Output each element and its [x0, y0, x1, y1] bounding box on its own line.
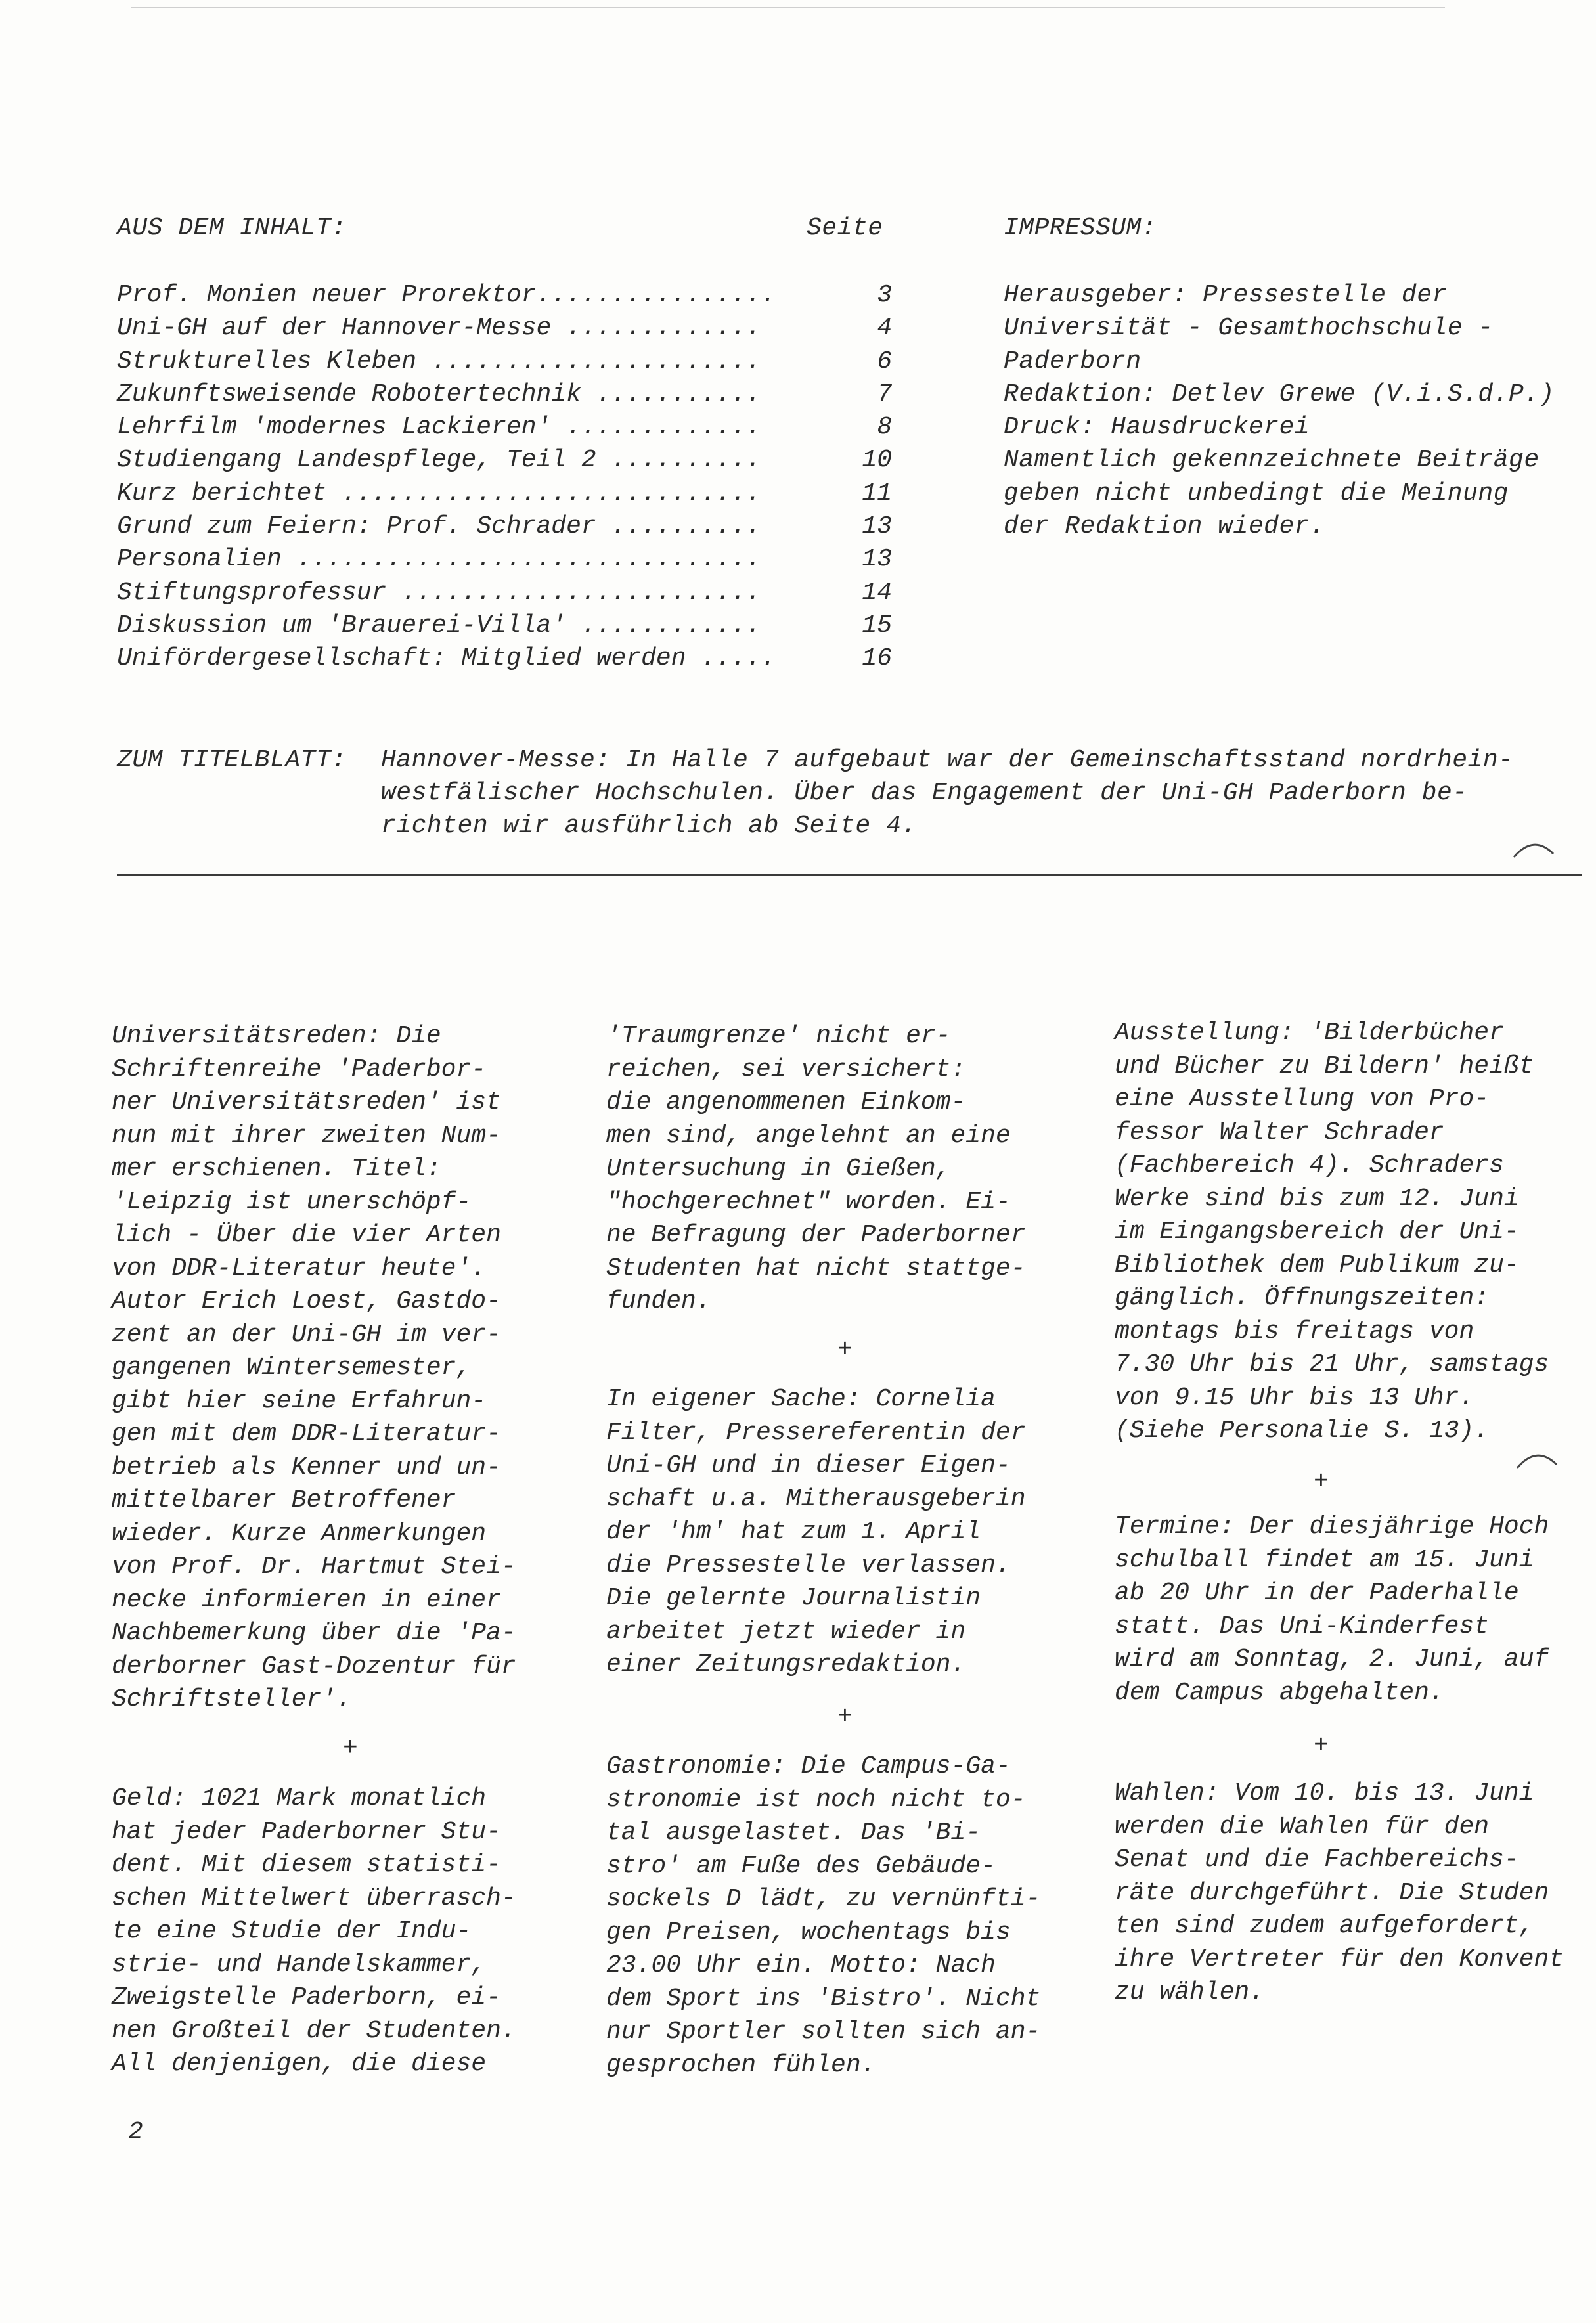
article-gastronomie: Gastronomie: Die Campus-Ga- stronomie ist noch nicht to- tal ausgelastet. Das 'Bi- stro' am Fuße des Gebäude- sockels D lädt, zu vernünfti- gen Preisen, wochentags bis 23.00 Uhr ein. Motto: Nach dem Sport ins 'Bistro'. Nicht nur Sportler sollten sich an- gesprochen fühlen.: [606, 1752, 1041, 2079]
title-page-label: ZUM TITELBLATT:: [117, 746, 347, 774]
toc-item-page: 14: [862, 579, 892, 607]
toc-item-page: 8: [877, 413, 892, 441]
toc-item: [117, 411, 892, 444]
toc-item: [117, 444, 892, 477]
article-universitaetsreden: Universitätsreden: Die Schriftenreihe 'Paderbor- ner Universitätsreden' ist nun mit ihrer zweiten Num- mer erschienen. Titel: 'Leipzig ist unerschöpf- lich - Über die vier Arten von DDR-Literatur heute'. Autor Erich Loest, Gastdo- zent an der Uni-GH im ver- gangenen Wintersemester, gibt hier seine Erfahrun- gen mit dem DDR-Literatur- betrieb als Kenner und un- mittelbarer Betroffener wieder. Kurze Anmerkungen von Prof. Dr. Hartmut Stei- necke informieren in einer Nachbemerkung über die 'Pa- derborner Gast-Dozentur für Schriftsteller'.: [112, 1022, 516, 1714]
page-number: 2: [128, 2118, 144, 2146]
toc-item-page: 10: [862, 446, 892, 474]
punch-hole-mark: [1511, 834, 1557, 860]
impressum-line: Universität - Gesamthochschule -: [1004, 314, 1494, 342]
toc-item-page: 11: [862, 479, 892, 508]
toc-item-page: 16: [862, 644, 892, 673]
toc-item: [117, 577, 892, 609]
toc-item: [117, 642, 892, 675]
toc-item-title: Grund zum Feiern: Prof. Schrader ..........: [117, 512, 761, 541]
toc-item-title: Stiftungsprofessur ........................: [117, 579, 761, 607]
toc-item-page: 15: [862, 611, 892, 640]
separator-plus: +: [837, 1336, 853, 1364]
toc-item-title: Lehrfilm 'modernes Lackieren' .............: [117, 413, 761, 441]
impressum-line: geben nicht unbedingt die Meinung: [1004, 479, 1509, 508]
toc-item-title: Unifördergesellschaft: Mitglied werden .....: [117, 644, 776, 673]
separator-plus: +: [343, 1735, 358, 1763]
toc-item: [117, 345, 892, 378]
toc-item: [117, 279, 892, 312]
impressum-line: Namentlich gekennzeichnete Beiträge: [1004, 446, 1540, 474]
toc-item-title: Strukturelles Kleben ......................: [117, 347, 761, 376]
toc-item: [117, 312, 892, 345]
toc-item-title: Zukunftsweisende Robotertechnik ...........: [117, 380, 761, 409]
impressum-line: Paderborn: [1004, 347, 1142, 376]
article-geld: Geld: 1021 Mark monatlich hat jeder Paderborner Stu- dent. Mit diesem statisti- schen Mittelwert überrasch- te eine Studie der Indu- strie- und Handelskammer, Zweigstelle Paderborn, ei- nen Großteil der Studenten. All denjenigen, die diese: [112, 1784, 516, 2078]
toc-item-title: Uni-GH auf der Hannover-Messe .............: [117, 314, 761, 342]
toc-item-title: Diskussion um 'Brauerei-Villa' ............: [117, 611, 761, 640]
toc-item-title: Personalien ...............................: [117, 545, 761, 573]
separator-plus: +: [1314, 1732, 1329, 1760]
impressum-heading: IMPRESSUM:: [1004, 214, 1157, 242]
punch-hole-mark: [1514, 1445, 1560, 1471]
toc-item-title: Studiengang Landespflege, Teil 2 ..........: [117, 446, 761, 474]
toc-item-title: Prof. Monien neuer Prorektor................: [117, 281, 776, 309]
separator-plus: +: [1314, 1468, 1329, 1496]
article-ausstellung: Ausstellung: 'Bilderbücher und Bücher zu Bildern' heißt eine Ausstellung von Pro- fessor Walter Schrader (Fachbereich 4). Schraders Werke sind bis zum 12. Juni im Eingangsbereich der Uni- Bibliothek dem Publikum zu- gänglich. Öffnungszeiten: montags bis freitags von 7.30 Uhr bis 21 Uhr, samstags von 9.15 Uhr bis 13 Uhr. (Siehe Personalie S. 13).: [1115, 1019, 1549, 1445]
impressum-line: Herausgeber: Pressestelle der: [1004, 281, 1448, 309]
title-page-line: westfälischer Hochschulen. Über das Engagement der Uni-GH Paderborn be-: [381, 779, 1468, 807]
article-termine: Termine: Der diesjährige Hoch schulball findet am 15. Juni ab 20 Uhr in der Paderhalle statt. Das Uni-Kinderfest wird am Sonntag, 2. Juni, auf dem Campus abgehalten.: [1115, 1513, 1549, 1707]
toc-item-page: 3: [877, 281, 892, 309]
separator-plus: +: [837, 1703, 853, 1731]
article-eigene-sache: In eigener Sache: Cornelia Filter, Pressereferentin der Uni-GH und in dieser Eigen- schaft u.a. Mitherausgeberin der 'hm' hat zum 1. April die Pressestelle verlassen. Die gelernte Journalistin arbeitet jetzt wieder in einer Zeitungsredaktion.: [606, 1385, 1026, 1679]
toc-item-title: Kurz berichtet ............................: [117, 479, 761, 508]
impressum-line: Redaktion: Detlev Grewe (V.i.S.d.P.): [1004, 380, 1555, 409]
toc-heading: AUS DEM INHALT:: [117, 214, 347, 242]
impressum-line: der Redaktion wieder.: [1004, 512, 1325, 541]
article-geld-continued: 'Traumgrenze' nicht er- reichen, sei versichert: die angenommenen Einkom- men sind, angelehnt an eine Untersuchung in Gießen, "hochgerechnet" worden. Ei- ne Befragung der Paderborner Studenten hat nicht stattge- funden.: [606, 1022, 1026, 1316]
toc-item-page: 4: [877, 314, 892, 342]
toc-item: [117, 477, 892, 510]
title-page-line: Hannover-Messe: In Halle 7 aufgebaut war der Gemeinschaftsstand nordrhein-: [381, 746, 1514, 774]
toc-page-heading: Seite: [807, 214, 883, 242]
toc-item-page: 13: [862, 545, 892, 573]
toc-item-page: 7: [877, 380, 892, 409]
top-faint-rule: [131, 7, 1445, 8]
article-wahlen: Wahlen: Vom 10. bis 13. Juni werden die Wahlen für den Senat und die Fachbereichs- räte durchgeführt. Die Studen ten sind zudem aufgefordert, ihre Vertreter für den Konvent zu wählen.: [1115, 1779, 1564, 2006]
title-page-line: richten wir ausführlich ab Seite 4.: [381, 812, 917, 840]
toc-item: [117, 510, 892, 543]
toc-item-page: 13: [862, 512, 892, 541]
impressum-line: Druck: Hausdruckerei: [1004, 413, 1310, 441]
toc-item: [117, 543, 892, 576]
toc-item: [117, 609, 892, 642]
toc-item: [117, 378, 892, 411]
section-divider: [117, 874, 1582, 876]
toc-item-page: 6: [877, 347, 892, 376]
